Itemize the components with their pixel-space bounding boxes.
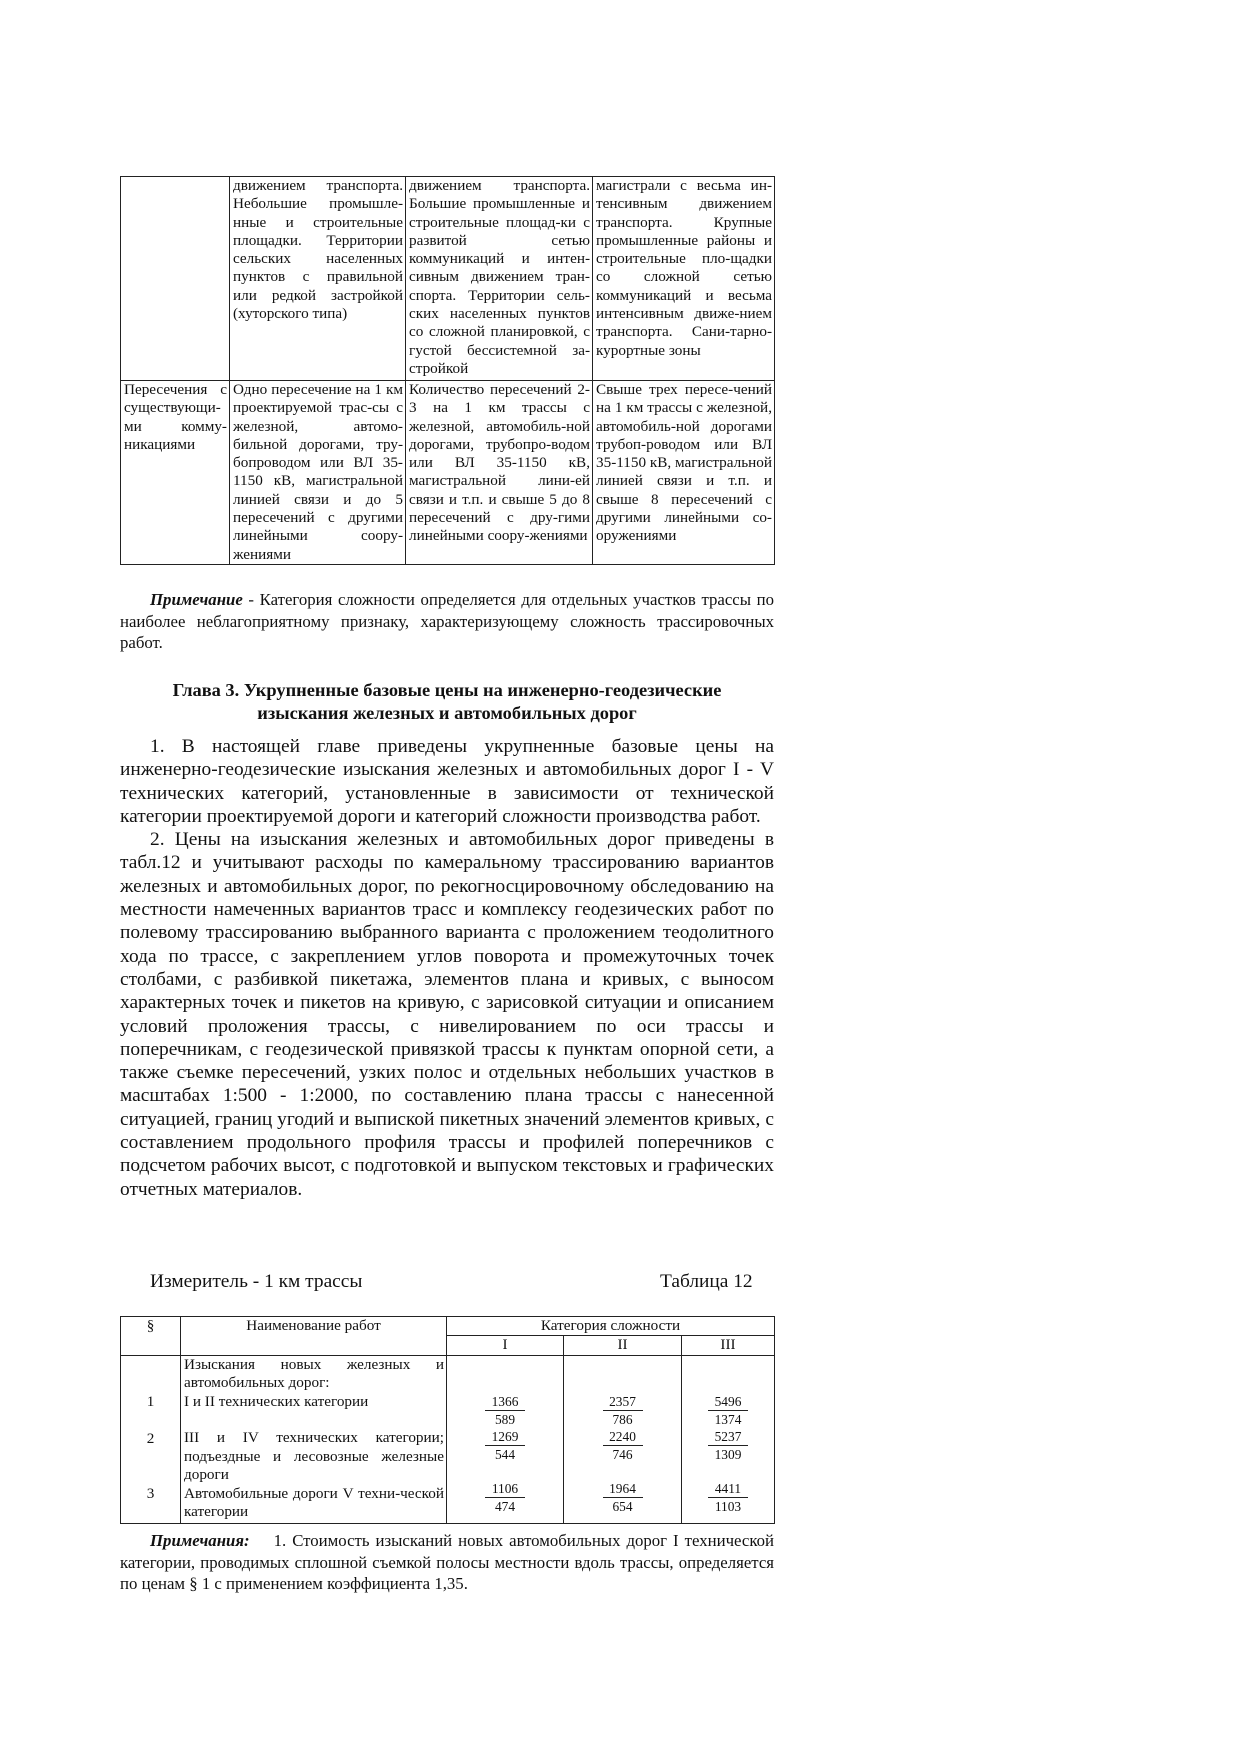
chapter-title <box>120 679 774 724</box>
price-value: 474 <box>494 1498 516 1514</box>
price-value: 1106 <box>485 1480 525 1498</box>
table-cell: магистрали с весьма ин-тенсивным движением транспорта. Крупные промышленные районы и строительные пло-щадки со сложной сетью коммуникаций и весьма интенсивным движе-нием транспорта. Сани-тарно-курортные зоны <box>593 177 775 381</box>
name-header: Наименование работ <box>181 1317 447 1356</box>
table-cell: Количество пересечений 2-3 на 1 км трассы с железной, автомобиль-ной дорогами, трубопро-водом или ВЛ 35-1150 кВ, магистральной лини-ей связи и т.п. и свыше 5 до 8 пересечений с дру-гими линейными соору-жениями <box>406 381 593 565</box>
complexity-table <box>120 176 775 565</box>
price-value: 1309 <box>714 1446 742 1462</box>
paragraph: 2. Цены на изыскания железных и автомобильных дорог приведены в табл.12 и учитывают расходы по камеральному трассированию вариантов железных и автомобильных дорог, по рекогносцировочному обследованию на местности намеченных вариантов трасс и комплексу геодезических работ по полевому трассированию выбранного варианта с проложением теодолитного хода по трассе, с закреплением углов поворота и промежуточных точек столбами, с разбивкой пикетажа, элементов плана и кривых, с выносом характерных точек и пикетов на кривую, с зарисовкой ситуации и описанием условий проложения трассы, с нивелированием по оси трассы и поперечникам, с геодезической привязкой трассы к пунктам опорной сети, а также съемке пересечений, узких полос и отдельных небольших участков в масштабах 1:500 - 1:2000, по составлению плана трассы с нанесенной ситуацией, границ угодий и выпиской пикетных значений элементов кривых, с составлением продольного профиля трассы и профилей поперечников с подсчетом рабочих высот, с подготовкой и выпуском текстовых и графических отчетных материалов. <box>120 829 774 1200</box>
table-cell <box>121 177 230 381</box>
work-name: Автомобильные дороги V техни-ческой категории <box>184 1484 444 1521</box>
chapter-body <box>120 735 774 1201</box>
table-row <box>121 381 775 565</box>
price-value: 1366 <box>485 1393 525 1411</box>
price-table <box>120 1316 775 1524</box>
table-label: Таблица 12 <box>660 1271 753 1292</box>
note-label: Примечание <box>150 590 243 609</box>
price-fraction <box>708 1428 748 1463</box>
price-fraction <box>485 1480 525 1515</box>
price-cell-cat-2 <box>564 1355 682 1523</box>
price-fraction <box>603 1393 643 1428</box>
price-value: 589 <box>494 1411 516 1427</box>
price-value: 2357 <box>603 1393 643 1411</box>
work-names-cell <box>181 1355 447 1523</box>
table-cell: движением транспорта. Большие промышленные и строительные площад-ки с развитой сетью коммуникаций и интен-сивным движением тран-спорта. Территории сель-ских населенных пунктов со сложной планировкой, с густой бессистемной за-стройкой <box>406 177 593 381</box>
category-header: Категория сложности <box>447 1317 775 1336</box>
price-value: 5496 <box>708 1393 748 1411</box>
price-cell-cat-1 <box>447 1355 564 1523</box>
group-title: Изыскания новых железных и автомобильных дорог: <box>184 1355 444 1392</box>
price-value: 4411 <box>708 1480 748 1498</box>
price-value: 1374 <box>714 1411 742 1427</box>
note-prices <box>120 1530 779 1595</box>
price-value: 5237 <box>708 1428 748 1446</box>
note-text: 1. Стоимость изысканий новых автомобильных дорог I технической категории, проводимых сплошной съемкой полосы местности вдоль трассы, определяется по ценам § 1 с применением коэффициента 1,35. <box>120 1531 779 1594</box>
category-col-header: II <box>564 1336 682 1355</box>
price-cell-cat-3 <box>682 1355 775 1523</box>
price-fraction <box>603 1428 643 1463</box>
price-value: 1103 <box>714 1498 742 1514</box>
table-cell: Пересечения с существующи-ми комму-никациями <box>121 381 230 565</box>
price-value: 786 <box>612 1411 633 1427</box>
price-value: 1964 <box>603 1480 643 1498</box>
price-value: 1269 <box>485 1428 525 1446</box>
price-value: 2240 <box>603 1428 643 1446</box>
section-header: § <box>121 1317 181 1356</box>
table-header-row <box>121 1317 775 1336</box>
row-number: 2 <box>146 1429 155 1447</box>
chapter-title-line: изыскания железных и автомобильных дорог <box>257 702 637 723</box>
price-fraction <box>485 1393 525 1428</box>
meter-label: Измеритель - 1 км трассы <box>150 1271 363 1292</box>
table-row <box>121 1355 775 1523</box>
price-value: 544 <box>494 1446 516 1462</box>
section-numbers-cell <box>121 1355 181 1523</box>
table-cell: Свыше трех пересе-чений на 1 км трассы с железной, автомобиль-ной дорогами трубоп-роводом или ВЛ 35-1150 кВ, магистральной линией связи и т.п. и свыше 8 пересечений с другими линейными со-оружениями <box>593 381 775 565</box>
price-fraction <box>708 1480 748 1515</box>
table-cell: Одно пересечение на 1 км проектируемой трас-сы с железной, автомо-бильной дорогами, тру-бопроводом или ВЛ 35-1150 кВ, магистральной линией связи и до 5 пересечений с другими линейными соору-жениями <box>230 381 406 565</box>
table-row <box>121 177 775 381</box>
note-complexity <box>120 589 774 654</box>
row-number: 3 <box>146 1484 155 1502</box>
category-col-header: I <box>447 1336 564 1355</box>
paragraph: 1. В настоящей главе приведены укрупненные базовые цены на инженерно-геодезические изыскания железных и автомобильных дорог I - V технических категорий, установленные в зависимости от технической категории проектируемой дороги и категорий сложности производства работ. <box>120 736 774 827</box>
table-cell: движением транспорта. Небольшие промышле-нные и строительные площадки. Территории сельских населенных пунктов с правильной или редкой застройкой (хуторского типа) <box>230 177 406 381</box>
chapter-title-line: Глава 3. Укрупненные базовые цены на инженерно-геодезические <box>172 680 722 700</box>
note-text: - Категория сложности определяется для отдельных участков трассы по наиболее неблагоприятному признаку, характеризующему сложность трассировочных работ. <box>120 590 774 653</box>
price-fraction <box>603 1480 643 1515</box>
work-name: III и IV технических категории; подъездные и лесовозные железные дороги <box>184 1429 444 1484</box>
note-label: Примечания: <box>150 1531 250 1550</box>
price-value: 654 <box>612 1498 633 1514</box>
price-fraction <box>485 1428 525 1463</box>
work-name: I и II технических категории <box>184 1392 369 1410</box>
price-fraction <box>708 1393 748 1428</box>
row-number: 1 <box>146 1392 155 1410</box>
category-col-header: III <box>682 1336 775 1355</box>
price-value: 746 <box>612 1446 633 1462</box>
